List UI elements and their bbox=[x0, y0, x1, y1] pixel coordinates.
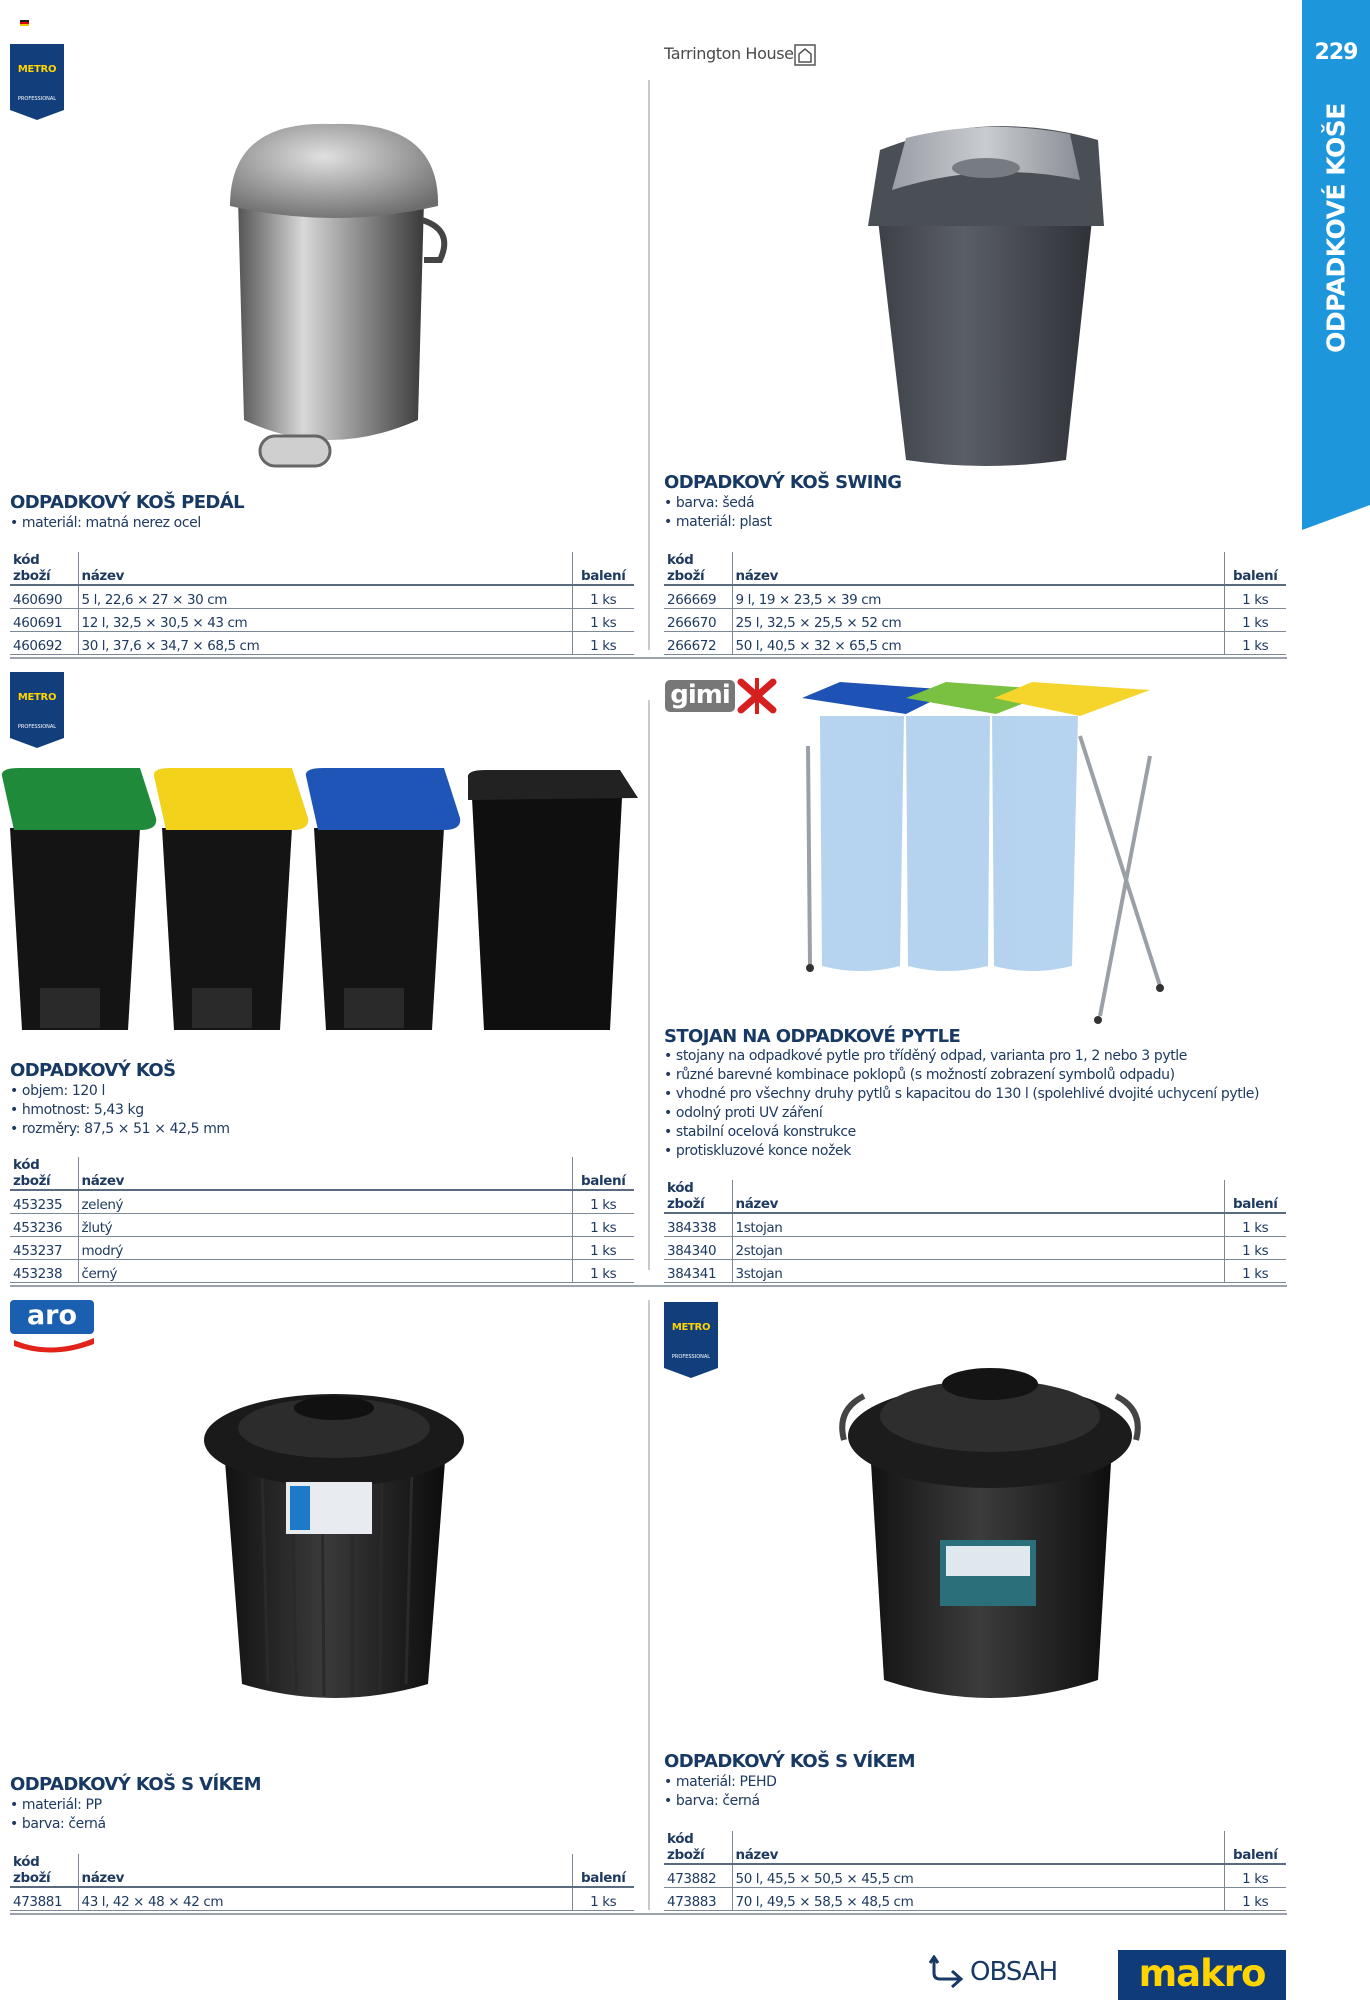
feature-item: • hmotnost: 5,43 kg bbox=[10, 1101, 230, 1120]
product-features bbox=[664, 494, 772, 532]
page-number: 229 bbox=[1314, 40, 1358, 65]
product-features bbox=[10, 1796, 106, 1834]
header-pack: balení bbox=[572, 552, 634, 585]
header-name: název bbox=[732, 1831, 1224, 1864]
bin-with-lid-pp-image bbox=[202, 1388, 466, 1708]
header-name: název bbox=[732, 1180, 1224, 1213]
table-row: 384338 1stojan 1 ks bbox=[664, 1213, 1286, 1236]
swing-bin-image bbox=[866, 120, 1106, 470]
tarrington-house-logo: Tarrington House bbox=[664, 44, 794, 63]
header-code: kód zboží bbox=[10, 1157, 78, 1190]
feature-item: • barva: černá bbox=[664, 1792, 777, 1811]
header-code: kód zboží bbox=[10, 552, 78, 585]
header-pack: balení bbox=[572, 1157, 634, 1190]
return-arrow-icon bbox=[928, 1955, 966, 1989]
feature-item: • barva: černá bbox=[10, 1815, 106, 1834]
feature-item: • objem: 120 l bbox=[10, 1082, 230, 1101]
table-row: 453238 černý 1 ks bbox=[10, 1259, 634, 1282]
metro-professional-logo: METRO PROFESSIONAL bbox=[10, 44, 64, 120]
aro-logo: aro bbox=[10, 1300, 96, 1356]
bag-stand-image bbox=[800, 676, 1170, 1036]
product-features bbox=[10, 1082, 230, 1139]
header-pack: balení bbox=[1224, 1180, 1286, 1213]
feature-item: • materiál: matná nerez ocel bbox=[10, 514, 201, 533]
pedal-bin-image bbox=[222, 120, 448, 480]
feature-item: • protiskluzové konce nožek bbox=[664, 1142, 1259, 1161]
header-code: kód zboží bbox=[664, 552, 732, 585]
feature-item: • stojany na odpadkové pytle pro tříděný odpad, varianta pro 1, 2 nebo 3 pytle bbox=[664, 1047, 1259, 1066]
table-row: 384340 2stojan 1 ks bbox=[664, 1236, 1286, 1259]
product-table bbox=[664, 1831, 1286, 1911]
header-pack: balení bbox=[1224, 552, 1286, 585]
product-features bbox=[10, 514, 201, 533]
feature-item: • odolný proti UV záření bbox=[664, 1104, 1259, 1123]
column-divider bbox=[648, 1300, 650, 1910]
column-divider bbox=[648, 700, 650, 1270]
makro-logo: makro bbox=[1118, 1950, 1286, 2000]
feature-item: • materiál: PEHD bbox=[664, 1773, 777, 1792]
product-title: ODPADKOVÝ KOŠ S VÍKEM bbox=[10, 1774, 261, 1795]
header-code: kód zboží bbox=[664, 1831, 732, 1864]
product-table bbox=[10, 552, 634, 655]
language-flag-icon bbox=[20, 20, 29, 28]
metro-professional-logo: METRO PROFESSIONAL bbox=[10, 672, 64, 748]
table-row: 266672 50 l, 40,5 × 32 × 65,5 cm 1 ks bbox=[664, 631, 1286, 654]
header-pack: balení bbox=[1224, 1831, 1286, 1864]
table-row: 473881 43 l, 42 × 48 × 42 cm 1 ks bbox=[10, 1887, 634, 1910]
table-row: 453236 žlutý 1 ks bbox=[10, 1213, 634, 1236]
feature-item: • stabilní ocelová konstrukce bbox=[664, 1123, 1259, 1142]
feature-item: • materiál: plast bbox=[664, 513, 772, 532]
table-row: 453235 zelený 1 ks bbox=[10, 1190, 634, 1213]
contents-label: OBSAH bbox=[970, 1957, 1058, 1987]
table-row: 453237 modrý 1 ks bbox=[10, 1236, 634, 1259]
gimi-logo: gimi bbox=[663, 676, 779, 716]
table-row: 460692 30 l, 37,6 × 34,7 × 68,5 cm 1 ks bbox=[10, 631, 634, 654]
product-table bbox=[10, 1157, 634, 1283]
row-divider bbox=[10, 657, 1287, 659]
product-table bbox=[10, 1854, 634, 1911]
product-features bbox=[664, 1047, 1259, 1161]
table-row: 266669 9 l, 19 × 23,5 × 39 cm 1 ks bbox=[664, 585, 1286, 608]
section-title: ODPADKOVÉ KOŠE bbox=[1321, 103, 1351, 353]
product-title: ODPADKOVÝ KOŠ SWING bbox=[664, 472, 902, 493]
product-title: STOJAN NA ODPADKOVÉ PYTLE bbox=[664, 1026, 961, 1047]
header-name: název bbox=[78, 552, 572, 585]
row-divider bbox=[10, 1913, 1287, 1915]
table-row: 384341 3stojan 1 ks bbox=[664, 1259, 1286, 1282]
house-icon bbox=[794, 44, 816, 66]
table-row: 266670 25 l, 32,5 × 25,5 × 52 cm 1 ks bbox=[664, 608, 1286, 631]
product-title: ODPADKOVÝ KOŠ S VÍKEM bbox=[664, 1751, 915, 1772]
row-divider bbox=[10, 1285, 1287, 1287]
table-row: 473882 50 l, 45,5 × 50,5 × 45,5 cm 1 ks bbox=[664, 1864, 1286, 1887]
feature-item: • rozměry: 87,5 × 51 × 42,5 mm bbox=[10, 1120, 230, 1139]
column-divider bbox=[648, 80, 650, 650]
header-code: kód zboží bbox=[10, 1854, 78, 1887]
table-row: 460691 12 l, 32,5 × 30,5 × 43 cm 1 ks bbox=[10, 608, 634, 631]
product-table bbox=[664, 1180, 1286, 1283]
product-features bbox=[664, 1773, 777, 1811]
metro-professional-logo: METRO PROFESSIONAL bbox=[664, 1302, 718, 1378]
header-name: název bbox=[78, 1157, 572, 1190]
header-name: název bbox=[78, 1854, 572, 1887]
product-table bbox=[664, 552, 1286, 655]
feature-item: • materiál: PP bbox=[10, 1796, 106, 1815]
header-pack: balení bbox=[572, 1854, 634, 1887]
feature-item: • vhodné pro všechny druhy pytlů s kapacitou do 130 l (spolehlivé dvojité uchycení pytle) bbox=[664, 1085, 1259, 1104]
table-row: 460690 5 l, 22,6 × 27 × 30 cm 1 ks bbox=[10, 585, 634, 608]
product-title: ODPADKOVÝ KOŠ PEDÁL bbox=[10, 492, 244, 513]
feature-item: • barva: šedá bbox=[664, 494, 772, 513]
table-row: 473883 70 l, 49,5 × 58,5 × 48,5 cm 1 ks bbox=[664, 1887, 1286, 1910]
feature-item: • různé barevné kombinace poklopů (s možností zobrazení symbolů odpadu) bbox=[664, 1066, 1259, 1085]
bin-with-lid-pehd-image bbox=[836, 1350, 1144, 1714]
header-code: kód zboží bbox=[664, 1180, 732, 1213]
header-name: název bbox=[732, 552, 1224, 585]
product-title: ODPADKOVÝ KOŠ bbox=[10, 1060, 176, 1081]
color-bins-image bbox=[0, 768, 640, 1038]
